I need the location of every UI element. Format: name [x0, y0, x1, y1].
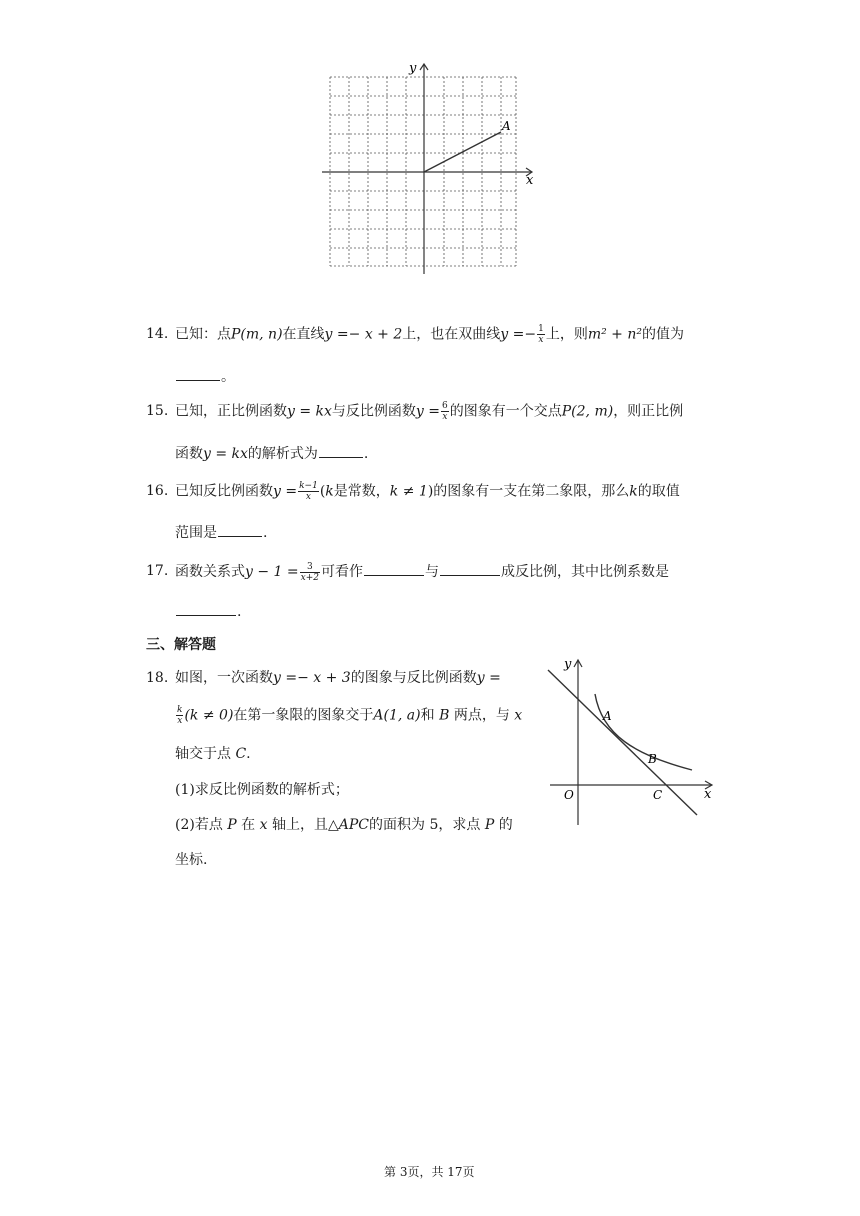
q15-number: 15.: [146, 403, 169, 419]
point-b-label: B: [648, 752, 657, 766]
q17-blank-2[interactable]: [440, 561, 500, 576]
x-label: x: [704, 787, 712, 802]
q18-line1: 如图，一次函数y =− x + 3的图象与反比例函数y =: [175, 670, 501, 686]
y-label: y: [564, 657, 572, 672]
q17-number: 17.: [146, 563, 169, 579]
q18-line3: 轴交于点 C.: [175, 746, 251, 762]
q14-line1: 已知：点P(m, n)在直线y =− x + 2上，也在双曲线y =− $\frac{1}{x}$ 上，则m² + n²的值为: [175, 324, 684, 345]
q16-line1: 已知反比例函数y = $\frac{k-1}{x}$ (k是常数，k ≠ 1)的图象有一支在第二象限，那么k的取值: [175, 481, 680, 502]
page-footer: 第 3页，共 17页: [384, 1165, 475, 1179]
origin-label: O: [564, 788, 574, 802]
q15-answer-blank[interactable]: [319, 443, 363, 458]
q18-line2: $\frac{k}{x}$ (k ≠ 0)在第一象限的图象交于A(1, a)和 B 两点，与 x: [177, 705, 523, 726]
q18-number: 18.: [146, 670, 169, 686]
ray-oa: [424, 132, 501, 172]
q16-answer-blank[interactable]: [218, 522, 262, 537]
q14-line2: 。: [175, 366, 235, 387]
point-c-label: C: [653, 788, 663, 802]
axes: [322, 64, 532, 274]
point-a-label: A: [502, 119, 511, 133]
q18-part1: (1)求反比例函数的解析式；: [175, 782, 349, 798]
q17-blank-3[interactable]: [176, 601, 236, 616]
q17-blank-1[interactable]: [364, 561, 424, 576]
q17-line2: .: [175, 601, 241, 622]
figure-grid-ray: [318, 58, 540, 280]
figure-line-hyperbola: [540, 650, 720, 830]
q17-line1: 函数关系式y − 1 = $\frac{3}{x+2}$ 可看作 与 成反比例，其中比例系数是: [175, 561, 669, 583]
section-title: 三、解答题: [146, 637, 216, 653]
q15-line1: 已知，正比例函数y = kx与反比例函数y = $\frac{6}{x}$ 的图象有一个交点P(2, m)，则正比例: [175, 401, 684, 422]
q15-line2: 函数y = kx的解析式为 .: [175, 443, 368, 464]
x-axis-label: x: [526, 173, 534, 188]
q14-answer-blank[interactable]: [176, 366, 220, 381]
point-a-label: A: [603, 709, 612, 723]
y-axis-label: y: [409, 61, 417, 76]
q16-line2: 范围是 .: [175, 522, 267, 543]
q14-number: 14.: [146, 326, 169, 342]
q16-number: 16.: [146, 483, 169, 499]
hyperbola-curve: [595, 694, 692, 770]
q18-part2: (2)若点 P 在 x 轴上，且△APC的面积为 5，求点 P 的: [175, 817, 513, 833]
q18-part2-line2: 坐标.: [175, 852, 208, 868]
